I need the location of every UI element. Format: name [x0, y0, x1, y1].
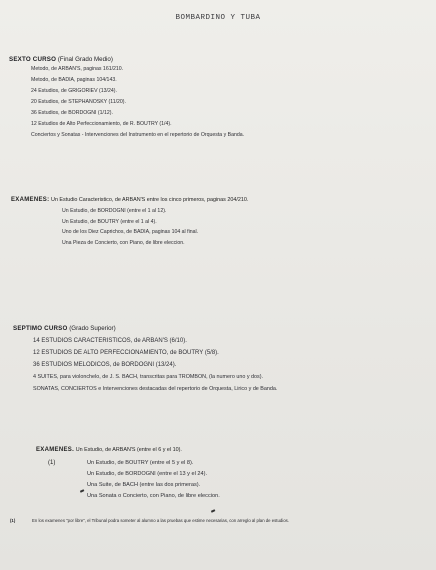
- examen-item: Un Estudio, de BORDOGNI (entre el 1 al 12).: [62, 208, 167, 214]
- examenes-label: EXAMENES.: [36, 447, 75, 453]
- sexto-item: Metodo, de BADIA, paginas 104/143.: [31, 77, 117, 83]
- sexto-item: Conciertos y Sonatas - Intervenciones del Instrumento en el repertorio de Orquesta y Banda.: [31, 132, 245, 138]
- examen-item: Un Estudio, de BORDOGNI (entre el 13 y el 24).: [87, 471, 208, 477]
- footnote: [10, 518, 426, 524]
- septimo-curso-label: SEPTIMO CURSO: [13, 325, 68, 332]
- septimo-item: SONATAS, CONCIERTOS e Intervenciones destacadas del repertorio de Orquesta, Lirico y de Banda.: [33, 386, 278, 392]
- examenes-first-item: Un Estudio, de ARBAN'S (entre el 6 y el 10).: [75, 447, 182, 453]
- septimo-item: 36 ESTUDIOS MELODICOS, de BORDOGNI (13/24).: [33, 362, 177, 368]
- examen-item: Una Pieza de Concierto, con Piano, de libre eleccion.: [62, 239, 185, 246]
- sexto-item: Metodo, de ARBAN'S, paginas 161/210.: [31, 66, 124, 72]
- septimo-curso-level: (Grado Superior): [69, 325, 116, 332]
- septimo-item: 14 ESTUDIOS CARACTERISTICOS, de ARBAN'S (6/10).: [33, 338, 187, 344]
- sexto-curso-label: SEXTO CURSO: [9, 56, 57, 63]
- sexto-item: 36 Estudios, de BORDOGNI (1/12).: [31, 110, 113, 116]
- septimo-curso-list: [33, 338, 277, 398]
- examenes-first-item: Un Estudio Caracteristico, de ARBAN'S entre los cinco primeros, paginas 204/210.: [51, 197, 249, 203]
- footnote-mark: (1): [10, 518, 16, 523]
- page-title: BOMBARDINO Y TUBA: [175, 14, 261, 22]
- septimo-item: 4 SUITES, para violonchelo, de J. S. BACH, transcritas para TROMBON, (la numero uno y dos).: [33, 374, 263, 380]
- examen-item: Una Sonata o Concierto, con Piano, de libre eleccion.: [87, 493, 220, 499]
- footnote-text: En los examenes "por libre", el Tribunal podra someter al alumno a las pruebas que estime necesarias, con arreglo al plan de estudios.: [32, 518, 289, 523]
- examenes-sexto-list: [62, 208, 198, 250]
- sexto-curso-heading: [9, 56, 113, 63]
- examen-item: Un Estudio, de BOUTRY (entre el 5 y el 8).: [87, 460, 194, 466]
- pen-mark-icon: [80, 489, 84, 492]
- sexto-curso-level: (Final Grado Medio): [57, 56, 113, 63]
- examenes-septimo-list: [87, 460, 220, 504]
- examenes-septimo: [36, 447, 182, 453]
- examenes-sexto: [11, 197, 248, 203]
- septimo-curso-heading: [13, 325, 116, 332]
- sexto-item: 12 Estudios de Alto Perfeccionamiento, de R. BOUTRY (1/4).: [31, 121, 172, 127]
- examen-item: Uno de los Diez Caprichos, de BADIA, paginas 104 al final.: [62, 229, 199, 235]
- sexto-item: 24 Estudios, de GRIGORIEV (13/24).: [31, 88, 117, 94]
- sexto-item: 20 Estudios, de STEPHANOSKY (11/20).: [31, 99, 126, 105]
- pen-mark-icon: [211, 509, 215, 512]
- examen-item: Un Estudio, de BOUTRY (entre el 1 al 4).: [62, 218, 157, 225]
- septimo-item: 12 ESTUDIOS DE ALTO PERFECCIONAMIENTO, de BOUTRY (5/8).: [33, 350, 219, 356]
- sexto-curso-list: [31, 66, 244, 143]
- examen-item: Una Suite, de BACH (entre las dos primeras).: [87, 482, 201, 488]
- footnote-reference: (1): [48, 460, 56, 466]
- examenes-label: EXAMENES:: [11, 197, 50, 203]
